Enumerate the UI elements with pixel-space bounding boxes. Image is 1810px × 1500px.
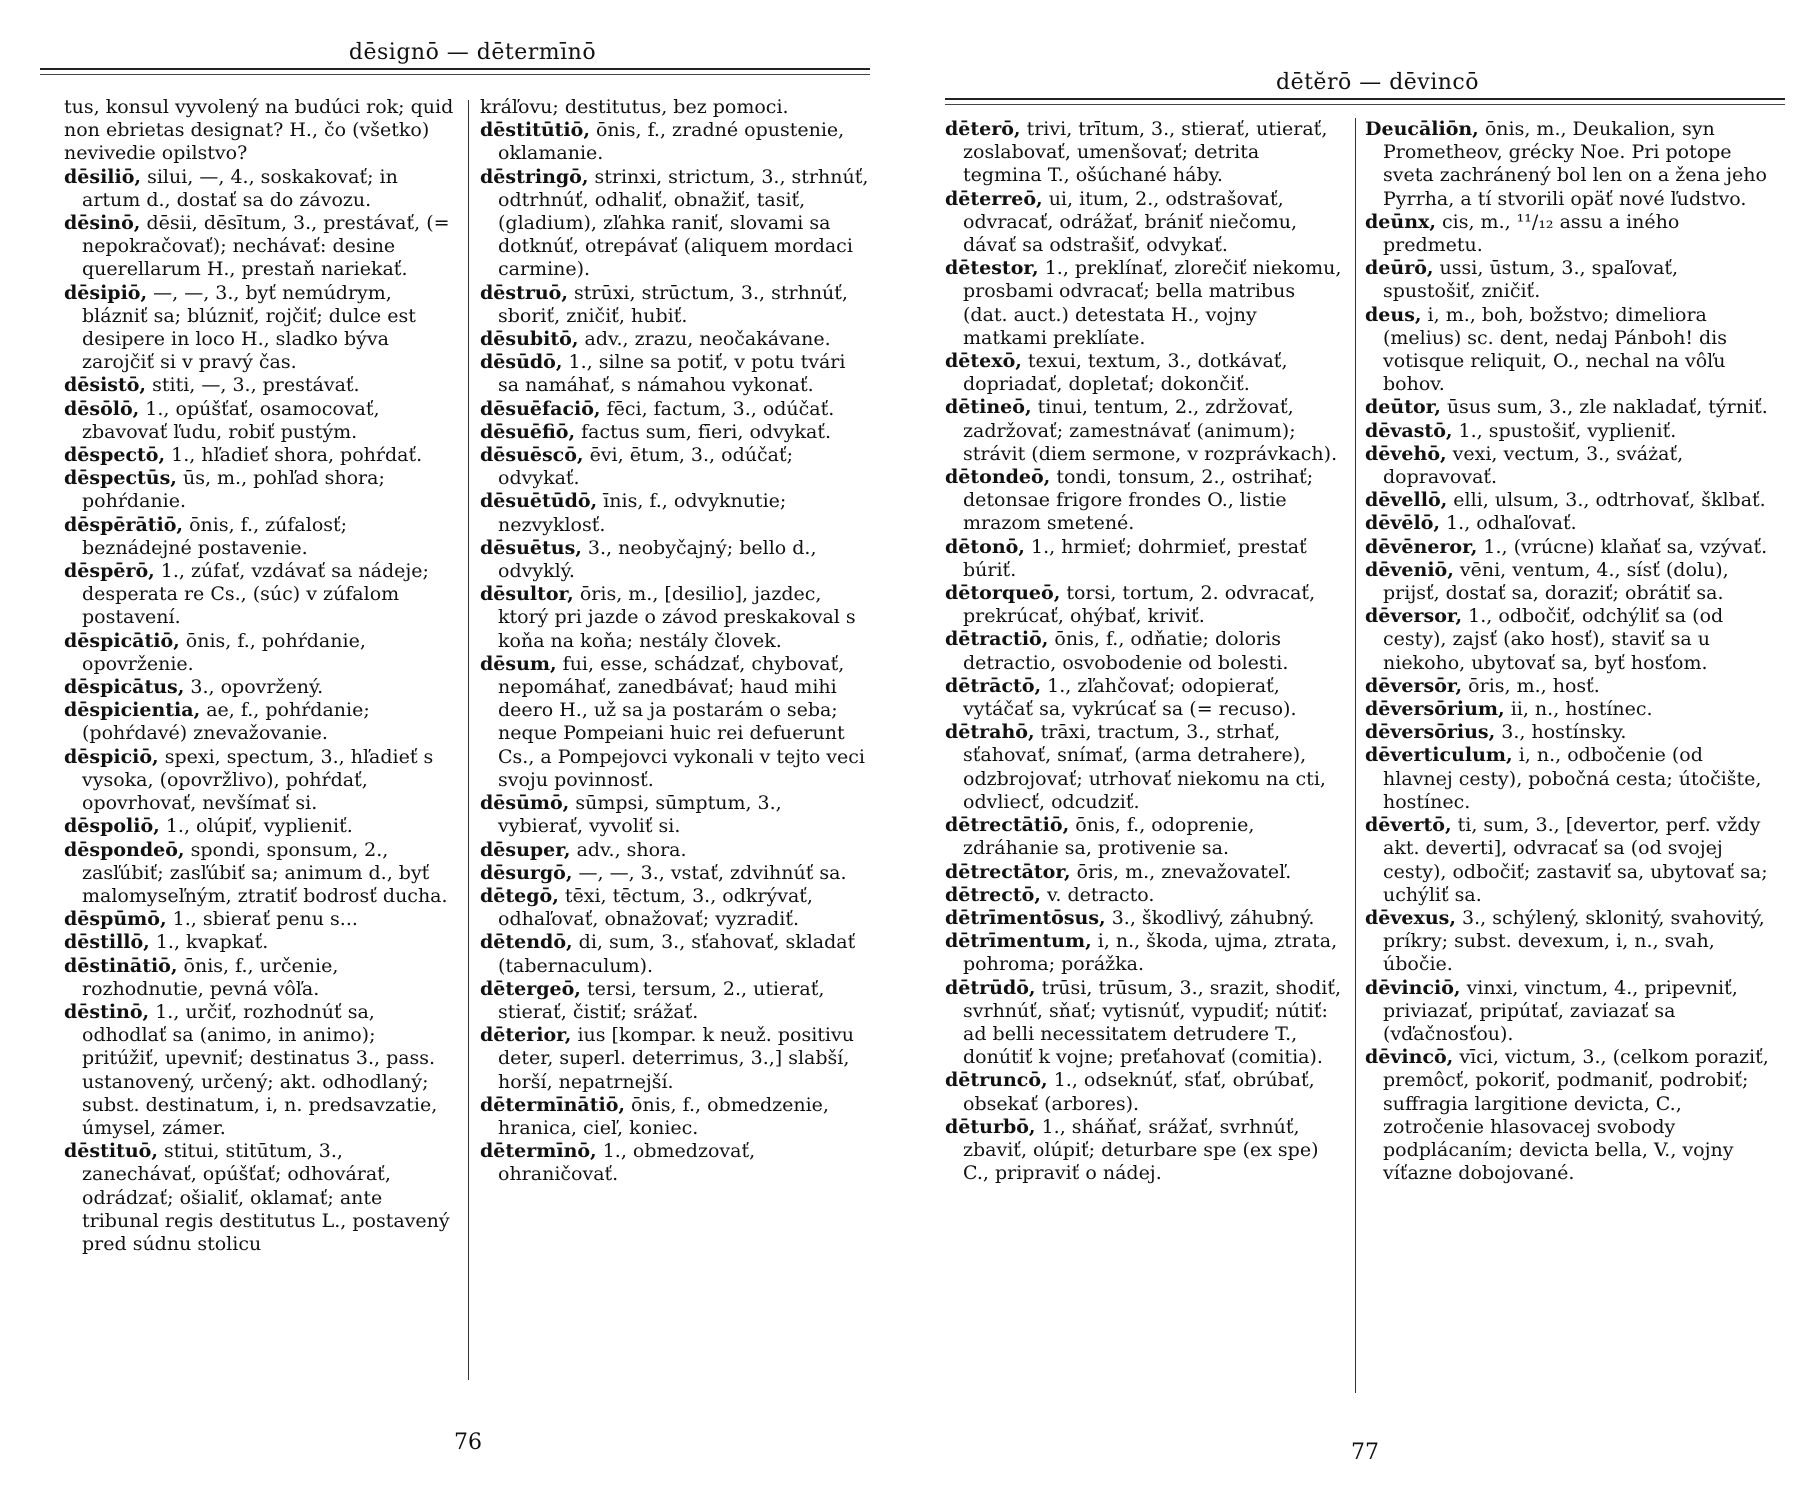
right-page-column-1	[945, 118, 1343, 1414]
dictionary-entry	[945, 1116, 1343, 1186]
entry-definition: 1., určiť, rozhodnúť sa, odhodlať sa (animo, in animo); pritúžiť, upevniť; destinatus 3., pass. ustanovený, určený; akt. odhodlaný; subst. destinatum, i, n. predsavzatie, úmysel, zámer.	[82, 1000, 438, 1139]
entry-headword: dēvexus,	[1365, 906, 1456, 929]
entry-headword: dēversōrium,	[1365, 698, 1505, 721]
entry-definition: vīci, victum, 3., (celkom poraziť, premôcť, pokoriť, podmaniť, podrobiť; suffragia largitione devicta, C., zotročenie hlasovacej svobody podplácaním; devicta bella, V., vojny víťazne dobojované.	[1383, 1046, 1769, 1185]
entry-definition: ēvi, ētum, 3., odúčať; odvykať.	[498, 444, 793, 490]
dictionary-entry	[480, 885, 872, 931]
entry-definition: ōnis, f., určenie, rozhodnutie, pevná vôľa.	[82, 954, 339, 1000]
dictionary-entry	[1365, 907, 1775, 977]
entry-headword: dētrīmentōsus,	[945, 906, 1106, 929]
dictionary-entry	[64, 374, 456, 397]
dictionary-entry	[945, 188, 1343, 258]
entry-definition: torsi, tortum, 2. odvracať, prekrúcať, ohýbať, kriviť.	[963, 582, 1316, 628]
entry-definition: adv., zrazu, neočakávane.	[584, 328, 831, 351]
entry-headword: dēsultor,	[480, 583, 574, 606]
entry-headword: dēstituō,	[64, 1140, 158, 1163]
entry-headword: dētondeō,	[945, 466, 1051, 489]
entry-headword: dēsōlō,	[64, 397, 140, 420]
entry-definition: trūsi, trūsum, 3., srazit, shodiť, svrhnúť, sňať; vytisnúť, vypudiť; nútiť: ad belli necessitatem detrudere T., donútiť k vojne; preťahovať (comitia).	[963, 976, 1342, 1069]
entry-definition: ōnis, f., odňatie; doloris detractio, osvobodenie od bolesti.	[963, 628, 1289, 674]
dictionary-entry	[480, 792, 872, 838]
entry-definition: spondi, sponsum, 2., zasľúbiť; zasľúbiť sa; animum d., byť malomyseľným, ztratiť bodrosť ducha.	[82, 838, 448, 907]
entry-headword: dētineō,	[945, 396, 1032, 419]
entry-definition: tersi, tersum, 2., utierať, stierať, čistiť; srážať.	[498, 977, 825, 1023]
entry-definition: ōris, m., [desilio], jazdec, ktorý pri jazde o závod preskakoval s koňa na koňa; nestály človek.	[498, 583, 856, 652]
dictionary-entry	[1365, 211, 1775, 257]
right-page-number: 77	[1351, 1440, 1379, 1465]
entry-headword: dēspectūs,	[64, 467, 177, 490]
right-head-rule-thin	[945, 104, 1785, 105]
entry-definition: —, —, 3., byť nemúdrym, blázniť sa; blúzniť, rojčiť; dulce est desipere in loco H., sladko býva zarojčiť si v pravý čas.	[82, 281, 416, 374]
entry-headword: dēsuētus,	[480, 536, 582, 559]
dictionary-entry	[480, 398, 872, 421]
entry-definition: dēsii, dēsītum, 3., prestávať, (= nepokračovať); nechávať: desine querellarum H., prestaň nariekať.	[82, 212, 450, 281]
dictionary-entry	[480, 839, 872, 862]
entry-headword: dētrīmentum,	[945, 930, 1092, 953]
entry-definition: ōnis, f., odoprenie, zdráhanie sa, protivenie sa.	[963, 814, 1255, 860]
entry-headword: dētorqueō,	[945, 582, 1061, 605]
entry-headword: dētrectō,	[945, 883, 1041, 906]
entry-definition: vinxi, vinctum, 4., pripevniť, priviazať, pripútať, zaviazať sa (vďačnosťou).	[1383, 976, 1738, 1045]
dictionary-entry	[480, 583, 872, 653]
dictionary-entry	[480, 351, 872, 397]
entry-headword: dētrahō,	[945, 721, 1035, 744]
entry-definition: ui, itum, 2., odstrašovať, odvracať, odrážať, brániť niečomu, dávať sa odstrašiť, odvykať.	[963, 187, 1297, 257]
entry-definition: fui, esse, schádzať, chybovať, nepomáhať, zanedbávať; haud mihi deero H., už sa ja postarám o seba; neque Pompeiani huic rei defuerunt Cs., a Pompejovci vykonali v tejto veci svoju povinnosť.	[498, 652, 866, 791]
entry-headword: dēsiliō,	[64, 165, 142, 188]
entry-definition: ōnis, m., Deukalion, syn Prometheov, grécky Noe. Pri potope sveta zachránený bol len on a žena jeho Pyrrha, a tí stvorili opäť nové ľudstvo.	[1383, 118, 1767, 210]
dictionary-entry	[1365, 977, 1775, 1047]
dictionary-entry	[64, 1140, 456, 1256]
entry-headword: deūtor,	[1365, 396, 1441, 419]
entry-headword: dēsūmō,	[480, 792, 570, 815]
dictionary-entry	[480, 978, 872, 1024]
left-head-rule-thin	[40, 74, 870, 75]
entry-headword: dēsuēscō,	[480, 444, 584, 467]
entry-headword: dēspoliō,	[64, 815, 160, 838]
entry-definition: trivi, trītum, 3., stierať, utierať, zoslabovať, umenšovať; detrita tegmina T., ošúchané háby.	[963, 118, 1328, 187]
dictionary-entry	[480, 282, 872, 328]
entry-headword: dēversōrius,	[1365, 721, 1496, 744]
entry-headword: dēstringō,	[480, 165, 589, 188]
dictionary-entry	[1365, 1046, 1775, 1185]
dictionary-entry	[1365, 420, 1775, 443]
entry-headword: dētrectātiō,	[945, 814, 1070, 837]
entry-headword: dēstinō,	[64, 1000, 150, 1023]
entry-headword: dēspondeō,	[64, 838, 185, 861]
entry-definition: tus, konsul vyvolený na budúci rok; quid non ebrietas designat? H., čo (všetko) nevivedie opilstvo?	[64, 96, 454, 165]
entry-definition: cis, m., ¹¹/₁₂ assu a iného predmetu.	[1383, 210, 1680, 257]
left-page-number: 76	[454, 1430, 482, 1455]
entry-headword: dēsurgō,	[480, 861, 573, 884]
dictionary-entry	[64, 560, 456, 630]
entry-headword: dēsuper,	[480, 838, 571, 861]
dictionary-entry	[1365, 675, 1775, 698]
dictionary-entry	[945, 396, 1343, 466]
entry-definition: ti, sum, 3., [devertor, perf. vždy akt. deverti], odvracať sa (od svojej cesty), odbočiť; zastaviť sa, ubytovať sa; uchýliť sa.	[1383, 814, 1768, 906]
entry-headword: dētergeō,	[480, 977, 581, 1000]
entry-definition: ūs, m., pohľad shora; pohŕdanie.	[82, 467, 385, 513]
entry-headword: dēsinō,	[64, 212, 141, 235]
dictionary-entry	[64, 1001, 456, 1140]
dictionary-entry	[64, 815, 456, 838]
entry-headword: dēsūdō,	[480, 351, 563, 374]
entry-definition: 1., preklínať, zlorečiť niekomu, prosbami odvracať; bella matribus (dat. auct.) detestata H., vojny matkami preklíate.	[963, 257, 1342, 349]
dictionary-entry	[945, 466, 1343, 536]
dictionary-entry	[1365, 536, 1775, 559]
dictionary-entry	[945, 628, 1343, 674]
entry-definition: 1., sháňať, srážať, svrhnúť, zbaviť, olúpiť; deturbare spe (ex spe) C., pripraviť o nádej.	[963, 1115, 1319, 1185]
dictionary-entry	[480, 328, 872, 351]
dictionary-entry	[1365, 118, 1775, 211]
dictionary-entry	[64, 514, 456, 560]
entry-definition: 1., (vrúcne) klaňať sa, vzývať.	[1483, 535, 1768, 558]
entry-headword: dēversor,	[1365, 605, 1463, 628]
entry-headword: dētegō,	[480, 884, 559, 907]
entry-definition: tēxi, tēctum, 3., odkrývať, odhaľovať, obnažovať; vyzradiť.	[498, 884, 813, 931]
dictionary-entry	[1365, 304, 1775, 397]
entry-headword: dētrūdō,	[945, 976, 1036, 999]
entry-headword: dēstinātiō,	[64, 954, 178, 977]
dictionary-entry	[945, 721, 1343, 814]
entry-headword: dēstruō,	[480, 281, 568, 304]
entry-definition: tondi, tonsum, 2., ostrihať; detonsae frigore frondes O., listie mrazom smetené.	[963, 466, 1314, 535]
entry-definition: ae, f., pohŕdanie; (pohŕdavé) znevažovanie.	[82, 699, 370, 745]
entry-definition: ussi, ūstum, 3., spaľovať, spustošiť, zničiť.	[1383, 257, 1679, 303]
entry-headword: dētrectātor,	[945, 860, 1071, 883]
entry-definition: sūmpsi, sūmptum, 3., vybierať, vyvoliť si.	[498, 792, 782, 838]
right-running-head: dētĕrō — dēvincō	[1275, 70, 1479, 95]
entry-definition: fēci, factum, 3., odúčať.	[606, 397, 835, 420]
entry-headword: dēsubitō,	[480, 328, 579, 351]
dictionary-entry	[480, 421, 872, 444]
entry-headword: dēvertō,	[1365, 814, 1452, 837]
entry-headword: deūnx,	[1365, 210, 1436, 233]
entry-definition: 1., opúšťať, osamocovať, zbavovať ľudu, robiť pustým.	[82, 397, 380, 443]
entry-definition: vexi, vectum, 3., sváżať, dopravovať.	[1383, 442, 1684, 489]
entry-definition: ūsus sum, 3., zle nakladať, týrniť.	[1446, 396, 1768, 419]
entry-headword: dēsuēfaciō,	[480, 397, 601, 420]
entry-headword: dētermīnātiō,	[480, 1093, 625, 1116]
entry-definition: tinui, tentum, 2., zdržovať, zadržovať; zamestnávať (animum); strávit (diem sermone, v rozprávkach).	[963, 396, 1338, 465]
dictionary-entry	[480, 1140, 872, 1186]
left-running-head: dēsignō — dētermīnō	[348, 40, 597, 65]
entry-headword: dēvellō,	[1365, 489, 1448, 512]
entry-headword: dēvehō,	[1365, 442, 1447, 465]
entry-definition: ōnis, f., obmedzenie, hranica, cieľ, koniec.	[498, 1093, 829, 1139]
entry-headword: dēspērātiō,	[64, 513, 184, 536]
dictionary-entry	[1365, 396, 1775, 419]
entry-definition: —, —, 3., vstať, zdvihnúť sa.	[578, 861, 847, 884]
dictionary-entry	[64, 96, 456, 166]
entry-headword: dēvastō,	[1365, 419, 1453, 442]
dictionary-entry	[64, 676, 456, 699]
entry-headword: dētonō,	[945, 535, 1025, 558]
entry-definition: 1., obmedzovať, ohraničovať.	[498, 1140, 756, 1186]
left-column-divider	[468, 100, 469, 1380]
right-column-divider	[1355, 118, 1356, 1393]
entry-headword: dēstitūtiō,	[480, 119, 590, 142]
entry-headword: dēvinciō,	[1365, 976, 1461, 999]
entry-headword: dēspicātiō,	[64, 629, 180, 652]
entry-definition: silui, —, 4., soskakovať; in artum d., dostať sa do závozu.	[82, 165, 398, 211]
entry-definition: īnis, f., odvyknutie; nezvyklosť.	[498, 490, 787, 536]
dictionary-entry	[64, 955, 456, 1001]
entry-definition: ōnis, f., pohŕdanie, opovrženie.	[82, 629, 366, 675]
entry-headword: dēsipiō,	[64, 281, 148, 304]
dictionary-entry	[1365, 512, 1775, 535]
left-page-column-1	[64, 96, 456, 1414]
entry-definition: ii, n., hostínec.	[1510, 698, 1653, 721]
dictionary-entry	[64, 212, 456, 282]
dictionary-entry	[1365, 698, 1775, 721]
dictionary-entry	[945, 814, 1343, 860]
entry-headword: dēterō,	[945, 118, 1021, 140]
dictionary-entry	[64, 699, 456, 745]
entry-headword: dēspicātus,	[64, 676, 185, 699]
left-head-rule	[40, 68, 870, 70]
entry-definition: factus sum, fīeri, odvykať.	[581, 420, 832, 443]
entry-headword: dētendō,	[480, 931, 573, 954]
dictionary-entry	[945, 582, 1343, 628]
dictionary-entry	[1365, 489, 1775, 512]
entry-definition: 1., spustošiť, vyplieniť.	[1458, 419, 1677, 442]
dictionary-entry	[64, 444, 456, 467]
dictionary-entry	[945, 350, 1343, 396]
entry-definition: vēni, ventum, 4., sísť (dolu), prijsť, dostať sa, doraziť; obrátiť sa.	[1383, 558, 1729, 605]
entry-headword: dēvincō,	[1365, 1046, 1454, 1069]
dictionary-entry	[945, 884, 1343, 907]
dictionary-entry	[64, 746, 456, 816]
entry-definition: 1., hrmieť; dohrmieť, prestať búriť.	[963, 535, 1307, 581]
dictionary-entry	[1365, 814, 1775, 907]
entry-headword: dētractiō,	[945, 628, 1049, 651]
entry-headword: dētestor,	[945, 257, 1039, 280]
entry-definition: 1., silne sa potiť, v potu tvári sa namáhať, s námahou vykonať.	[498, 351, 846, 397]
entry-definition: stiti, —, 3., prestávať.	[152, 374, 360, 397]
entry-headword: dētermīnō,	[480, 1140, 597, 1163]
dictionary-entry	[480, 653, 872, 792]
entry-definition: 3., škodlivý, záhubný.	[1111, 906, 1315, 929]
dictionary-entry	[480, 119, 872, 165]
entry-headword: dēterior,	[480, 1024, 572, 1047]
dictionary-entry	[945, 675, 1343, 721]
right-page	[905, 0, 1810, 1500]
dictionary-entry	[480, 96, 872, 119]
entry-definition: 1., olúpiť, vyplieniť.	[165, 815, 353, 838]
dictionary-entry	[480, 931, 872, 977]
entry-definition: 1., odhaľovať.	[1446, 512, 1577, 535]
entry-definition: 1., odbočiť, odchýliť sa (od cesty), zajsť (ako hosť), staviť sa u niekoho, ubytovať sa, byť hosťom.	[1383, 605, 1724, 674]
entry-definition: ius [kompar. k neuž. positivu deter, superl. deterrimus, 3.,] slabší, horší, nepatrnejší.	[498, 1024, 854, 1093]
entry-definition: i, n., odbočenie (od hlavnej cesty), pobočná cesta; útočište, hostínec.	[1383, 744, 1762, 813]
dictionary-entry	[945, 536, 1343, 582]
dictionary-entry	[1365, 605, 1775, 675]
entry-headword: dēvēneror,	[1365, 535, 1478, 558]
entry-definition: trāxi, tractum, 3., strhať, sťahovať, snímať, (arma detrahere), odzbrojovať; utrhovať niekomu na cti, odvliecť, odcudziť.	[963, 721, 1326, 813]
dictionary-entry	[480, 444, 872, 490]
dictionary-entry	[64, 398, 456, 444]
entry-headword: deūrō,	[1365, 257, 1434, 280]
entry-headword: dēsistō,	[64, 374, 147, 397]
entry-headword: dēspūmō,	[64, 908, 167, 931]
dictionary-entry	[64, 931, 456, 954]
entry-definition: di, sum, 3., sťahovať, skladať (tabernaculum).	[498, 931, 856, 977]
entry-headword: Deucāliōn,	[1365, 118, 1479, 140]
dictionary-entry	[945, 907, 1343, 930]
entry-headword: dēsuētūdō,	[480, 490, 598, 513]
dictionary-entry	[1365, 559, 1775, 605]
dictionary-entry	[64, 908, 456, 931]
entry-headword: dēversōr,	[1365, 674, 1463, 697]
dictionary-entry	[1365, 257, 1775, 303]
right-page-column-2	[1365, 118, 1775, 1414]
entry-headword: dētrāctō,	[945, 674, 1042, 697]
entry-definition: kráľovu; destitutus, bez pomoci.	[480, 96, 789, 118]
entry-definition: ōnis, f., zúfalosť; beznádejné postavenie.	[82, 513, 348, 559]
left-page-column-2	[480, 96, 872, 1414]
dictionary-entry	[480, 862, 872, 885]
entry-definition: 1., zľahčovať; odopierať, vytáčať sa, vykrúcať sa (= recuso).	[963, 674, 1297, 721]
entry-definition: 3., hostínsky.	[1501, 721, 1627, 744]
entry-definition: 1., odseknúť, sťať, obrúbať, obsekať (arbores).	[963, 1069, 1315, 1115]
dictionary-entry	[480, 537, 872, 583]
dictionary-entry	[945, 1069, 1343, 1115]
entry-definition: strinxi, strictum, 3., strhnúť, odtrhnúť, odhaliť, obnažiť, tasiť, (gladium), zľahka raniť, slovami sa dotknúť, otrepávať (aliquem mordaci carmine).	[498, 165, 869, 281]
entry-definition: strūxi, strūctum, 3., strhnúť, sboriť, zničiť, hubiť.	[498, 281, 848, 327]
entry-headword: dēspectō,	[64, 444, 166, 467]
entry-definition: elli, ulsum, 3., odtrhovať, šklbať.	[1453, 489, 1766, 512]
dictionary-entry	[945, 861, 1343, 884]
entry-definition: 1., hľadieť shora, pohŕdať.	[171, 444, 423, 467]
entry-headword: dēspiciō,	[64, 745, 159, 768]
entry-headword: dēstillō,	[64, 931, 150, 954]
entry-definition: 3., opovržený.	[190, 676, 324, 699]
entry-definition: 1., zúfať, vzdávať sa nádeje; desperata re Cs., (súc) v zúfalom postavení.	[82, 560, 429, 629]
dictionary-entry	[480, 1024, 872, 1094]
dictionary-entry	[64, 282, 456, 375]
dictionary-entry	[480, 166, 872, 282]
entry-definition: v. detracto.	[1046, 883, 1155, 906]
dictionary-entry	[480, 1094, 872, 1140]
dictionary-entry	[1365, 721, 1775, 744]
dictionary-entry	[945, 977, 1343, 1070]
dictionary-entry	[480, 490, 872, 536]
entry-definition: adv., shora.	[576, 838, 687, 861]
entry-definition: i, m., boh, božstvo; dimeliora (melius) sc. dent, nedaj Pánboh! dis votisque reliquit, O., nechal na vôľu bohov.	[1383, 303, 1727, 396]
entry-definition: stitui, stitūtum, 3., zanechávať, opúšťať; odhovárať, odrádzať; ošialiť, oklamať; ante tribunal regis destitutus L., postavený pred súdnu stolicu	[82, 1140, 450, 1255]
entry-definition: i, n., škoda, ujma, ztrata, pohroma; porážka.	[963, 930, 1338, 976]
entry-definition: texui, textum, 3., dotkávať, dopriadať, dopletať; dokončiť.	[963, 350, 1288, 396]
dictionary-entry	[945, 930, 1343, 976]
entry-definition: ōnis, f., zradné opustenie, oklamanie.	[498, 119, 845, 165]
right-head-rule	[945, 98, 1785, 100]
entry-definition: ōris, m., znevažovateľ.	[1076, 860, 1292, 883]
entry-headword: dēsuēfiō,	[480, 420, 576, 443]
entry-definition: 3., schýlený, sklonitý, svahovitý, príkry; subst. devexum, i, n., svah, úbočie.	[1383, 906, 1765, 976]
entry-headword: dēvēlō,	[1365, 512, 1441, 535]
entry-definition: 1., kvapkať.	[155, 931, 269, 954]
dictionary-entry	[945, 257, 1343, 350]
entry-definition: ōris, m., hosť.	[1468, 674, 1600, 697]
entry-headword: dēspērō,	[64, 560, 155, 583]
entry-headword: deus,	[1365, 303, 1422, 326]
entry-headword: dētruncō,	[945, 1069, 1048, 1092]
entry-headword: dēverticulum,	[1365, 744, 1513, 767]
entry-headword: dētexō,	[945, 350, 1022, 373]
dictionary-entry	[1365, 443, 1775, 489]
dictionary-entry	[64, 839, 456, 909]
dictionary-entry	[64, 166, 456, 212]
entry-headword: dēsum,	[480, 652, 557, 675]
dictionary-entry	[64, 467, 456, 513]
entry-headword: dēturbō,	[945, 1115, 1036, 1138]
dictionary-entry	[945, 118, 1343, 188]
dictionary-entry	[64, 630, 456, 676]
entry-definition: 1., sbierať penu s...	[172, 908, 358, 931]
dictionary-entry	[1365, 744, 1775, 814]
entry-headword: dēveniō,	[1365, 558, 1454, 581]
entry-definition: spexi, spectum, 3., hľadieť s vysoka, (opovržlivo), pohŕdať, opovrhovať, nevšímať si.	[82, 745, 434, 815]
entry-definition: 3., neobyčajný; bello d., odvyklý.	[498, 536, 817, 583]
entry-headword: dēterreō,	[945, 187, 1043, 210]
entry-headword: dēspicientia,	[64, 699, 201, 722]
